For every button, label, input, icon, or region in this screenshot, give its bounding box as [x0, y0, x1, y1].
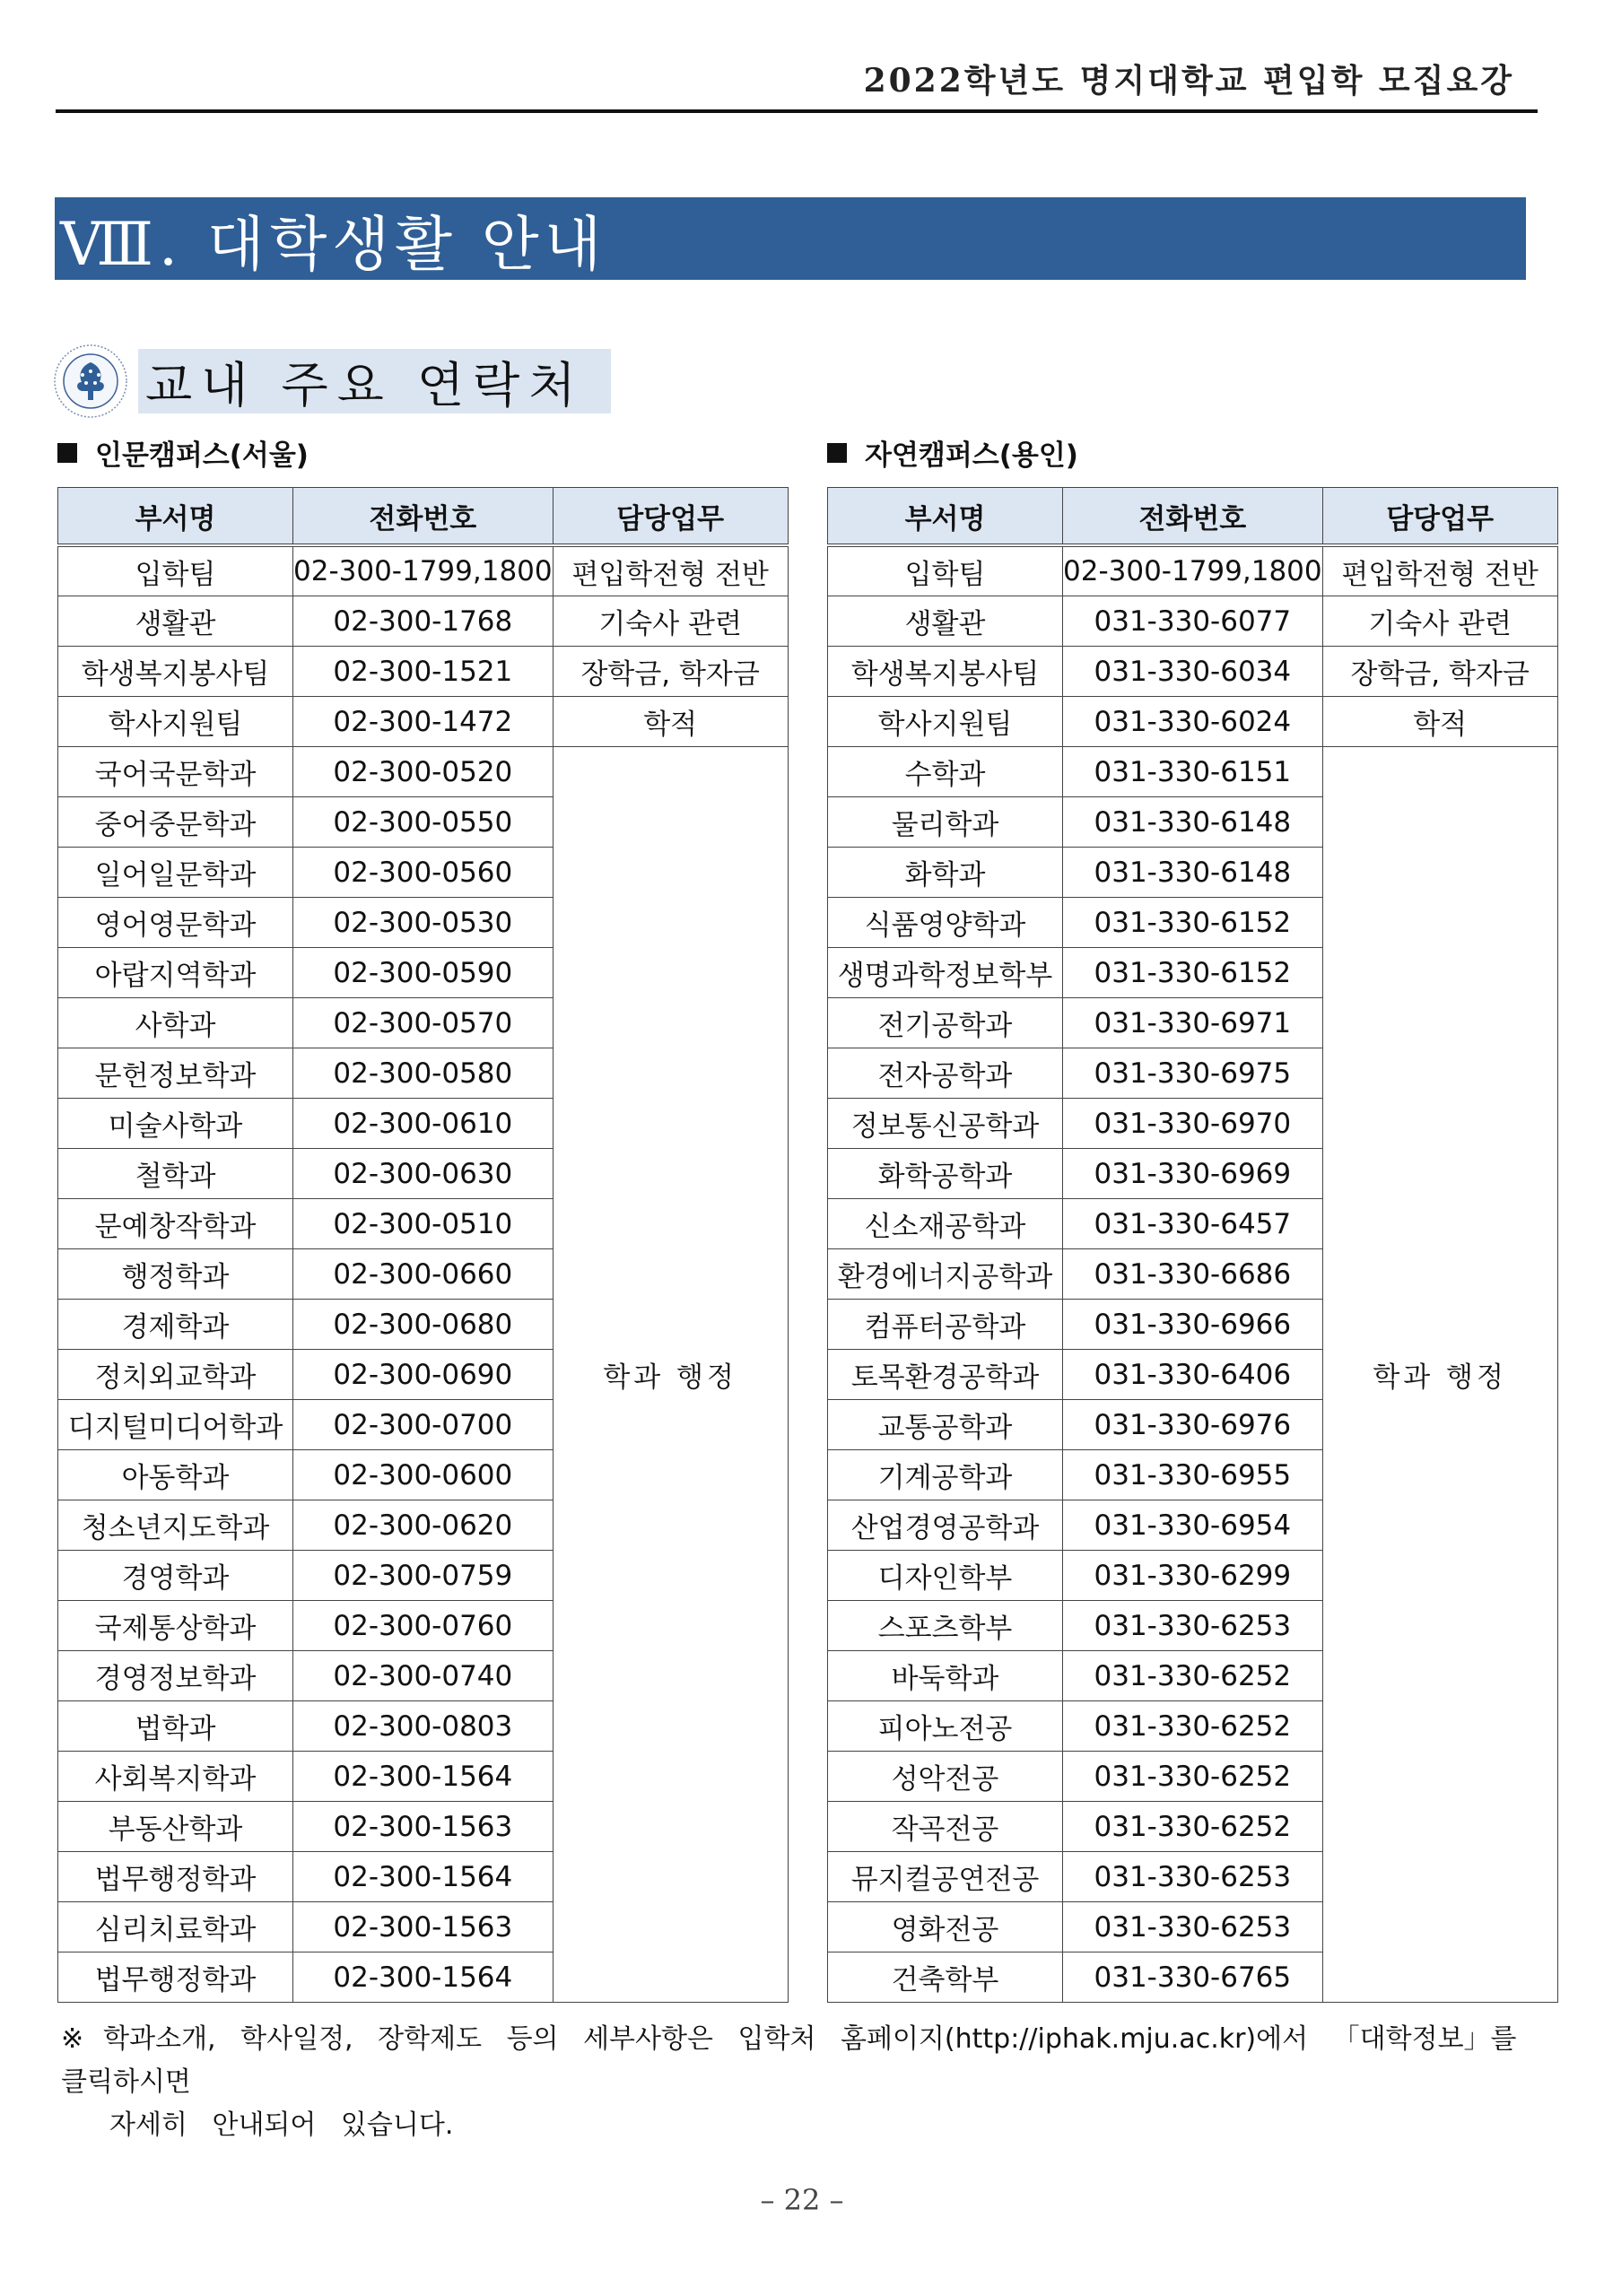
phone-cell: 031-330-6151: [1063, 747, 1323, 797]
phone-cell: 02-300-0680: [293, 1300, 554, 1350]
phone-cell: 02-300-0740: [293, 1651, 554, 1701]
phone-cell: 031-330-6954: [1063, 1500, 1323, 1551]
phone-cell: 031-330-6152: [1063, 948, 1323, 998]
dept-cell: 법무행정학과: [58, 1952, 293, 2003]
dept-cell: 피아노전공: [828, 1701, 1063, 1752]
duty-cell: 학적: [553, 697, 788, 747]
phone-cell: 031-330-6765: [1063, 1952, 1323, 2003]
header-phone: 전화번호: [293, 488, 554, 546]
phone-cell: 031-330-6253: [1063, 1852, 1323, 1902]
footnote-line-1: 학과소개, 학사일정, 장학제도 등의 세부사항은 입학처 홈페이지(http://iphak.mju.ac.kr)에서 「대학정보」를 클릭하시면: [61, 2023, 1517, 2098]
phone-cell: 02-300-1799,1800: [293, 545, 554, 596]
dept-cell: 경영정보학과: [58, 1651, 293, 1701]
dept-cell: 신소재공학과: [828, 1199, 1063, 1249]
chapter-banner: [55, 197, 1526, 280]
phone-cell: 02-300-0620: [293, 1500, 554, 1551]
header-dept: 부서명: [828, 488, 1063, 546]
section-heading: [52, 343, 611, 420]
dept-cell: 학생복지봉사팀: [828, 647, 1063, 697]
table-row: [58, 747, 789, 797]
dept-cell: 사회복지학과: [58, 1752, 293, 1802]
header-dept: 부서명: [58, 488, 293, 546]
phone-cell: 02-300-0759: [293, 1551, 554, 1601]
dept-cell: 문예창작학과: [58, 1199, 293, 1249]
table-row: [58, 647, 789, 697]
phone-cell: 02-300-1799,1800: [1063, 545, 1323, 596]
duty-cell: 편입학전형 전반: [1322, 545, 1557, 596]
dept-cell: 컴퓨터공학과: [828, 1300, 1063, 1350]
dept-cell: 디자인학부: [828, 1551, 1063, 1601]
table-row: [58, 697, 789, 747]
dept-cell: 국제통상학과: [58, 1601, 293, 1651]
header-duty: 담당업무: [553, 488, 788, 546]
phone-cell: 02-300-0610: [293, 1099, 554, 1149]
dept-cell: 법무행정학과: [58, 1852, 293, 1902]
dept-cell: 미술사학과: [58, 1099, 293, 1149]
phone-cell: 02-300-0590: [293, 948, 554, 998]
dept-cell: 법학과: [58, 1701, 293, 1752]
phone-cell: 02-300-0510: [293, 1199, 554, 1249]
dept-cell: 철학과: [58, 1149, 293, 1199]
section-title: 교내 주요 연락처: [138, 349, 611, 413]
phone-cell: 031-330-6976: [1063, 1400, 1323, 1450]
footnote-line-2: 자세히 안내되어 있습니다.: [109, 2109, 454, 2141]
dept-cell: 교통공학과: [828, 1400, 1063, 1450]
table-row: [828, 647, 1558, 697]
phone-cell: 031-330-6077: [1063, 596, 1323, 647]
yongin-campus-label: [827, 432, 1078, 473]
phone-cell: 02-300-1564: [293, 1852, 554, 1902]
dept-cell: 아랍지역학과: [58, 948, 293, 998]
dept-cell: 국어국문학과: [58, 747, 293, 797]
dept-cell: 성악전공: [828, 1752, 1063, 1802]
square-bullet-icon: [57, 443, 77, 463]
phone-cell: 02-300-0660: [293, 1249, 554, 1300]
dept-cell: 사학과: [58, 998, 293, 1048]
phone-cell: 02-300-0803: [293, 1701, 554, 1752]
dept-cell: 일어일문학과: [58, 848, 293, 898]
dept-cell: 입학팀: [828, 545, 1063, 596]
phone-cell: 031-330-6034: [1063, 647, 1323, 697]
dept-cell: 바둑학과: [828, 1651, 1063, 1701]
header-duty: 담당업무: [1322, 488, 1557, 546]
phone-cell: 031-330-6686: [1063, 1249, 1323, 1300]
phone-cell: 02-300-1564: [293, 1952, 554, 2003]
yongin-contacts-table: [827, 487, 1558, 2003]
header-phone: 전화번호: [1063, 488, 1323, 546]
table-row: [828, 596, 1558, 647]
dept-cell: 작곡전공: [828, 1802, 1063, 1852]
phone-cell: 02-300-0700: [293, 1400, 554, 1450]
dept-cell: 중어중문학과: [58, 797, 293, 848]
dept-cell: 부동산학과: [58, 1802, 293, 1852]
seoul-table-body: [58, 545, 789, 2003]
table-row: [58, 596, 789, 647]
dept-cell: 토목환경공학과: [828, 1350, 1063, 1400]
phone-cell: 031-330-6152: [1063, 898, 1323, 948]
yongin-table-body: [828, 545, 1558, 2003]
dept-cell: 뮤지컬공연전공: [828, 1852, 1063, 1902]
phone-cell: 02-300-1563: [293, 1902, 554, 1952]
phone-cell: 02-300-1472: [293, 697, 554, 747]
phone-cell: 02-300-1521: [293, 647, 554, 697]
phone-cell: 031-330-6148: [1063, 848, 1323, 898]
table-row: [58, 545, 789, 596]
dept-cell: 심리치료학과: [58, 1902, 293, 1952]
dept-cell: 건축학부: [828, 1952, 1063, 2003]
dept-cell: 디지털미디어학과: [58, 1400, 293, 1450]
phone-cell: 031-330-6253: [1063, 1601, 1323, 1651]
dept-cell: 영화전공: [828, 1902, 1063, 1952]
page-number: – 22 –: [760, 2183, 844, 2217]
phone-cell: 02-300-0520: [293, 747, 554, 797]
phone-cell: 031-330-6971: [1063, 998, 1323, 1048]
footnote: [61, 2018, 1541, 2147]
phone-cell: 031-330-6252: [1063, 1802, 1323, 1852]
phone-cell: 031-330-6299: [1063, 1551, 1323, 1601]
phone-cell: 02-300-1768: [293, 596, 554, 647]
table-row: [828, 747, 1558, 797]
dept-cell: 생활관: [58, 596, 293, 647]
phone-cell: 02-300-0760: [293, 1601, 554, 1651]
duty-cell: 기숙사 관련: [1322, 596, 1557, 647]
dept-cell: 식품영양학과: [828, 898, 1063, 948]
duty-cell: 장학금, 학자금: [1322, 647, 1557, 697]
dept-cell: 화학공학과: [828, 1149, 1063, 1199]
dept-cell: 생명과학정보학부: [828, 948, 1063, 998]
seoul-campus-label: [57, 432, 309, 473]
table-row: [828, 697, 1558, 747]
merged-duty-cell: 학과 행정: [1322, 747, 1557, 2003]
dept-cell: 생활관: [828, 596, 1063, 647]
table-header-row: [58, 488, 789, 546]
phone-cell: 031-330-6406: [1063, 1350, 1323, 1400]
phone-cell: 02-300-1564: [293, 1752, 554, 1802]
phone-cell: 02-300-0560: [293, 848, 554, 898]
dept-cell: 환경에너지공학과: [828, 1249, 1063, 1300]
phone-cell: 031-330-6970: [1063, 1099, 1323, 1149]
dept-cell: 스포츠학부: [828, 1601, 1063, 1651]
seoul-campus-label-text: 인문캠퍼스(서울): [95, 439, 309, 472]
phone-cell: 031-330-6975: [1063, 1048, 1323, 1099]
running-header: 2022학년도 명지대학교 편입학 모집요강: [863, 62, 1514, 100]
duty-cell: 장학금, 학자금: [553, 647, 788, 697]
header-rule: [56, 109, 1538, 113]
phone-cell: 031-330-6024: [1063, 697, 1323, 747]
phone-cell: 031-330-6148: [1063, 797, 1323, 848]
phone-cell: 031-330-6252: [1063, 1752, 1323, 1802]
phone-cell: 02-300-0630: [293, 1149, 554, 1199]
table-row: [828, 545, 1558, 596]
phone-cell: 031-330-6969: [1063, 1149, 1323, 1199]
dept-cell: 화학과: [828, 848, 1063, 898]
square-bullet-icon: [827, 443, 847, 463]
dept-cell: 입학팀: [58, 545, 293, 596]
phone-cell: 02-300-0690: [293, 1350, 554, 1400]
phone-cell: 02-300-0600: [293, 1450, 554, 1500]
reference-mark: ※: [61, 2023, 84, 2055]
dept-cell: 경제학과: [58, 1300, 293, 1350]
dept-cell: 정보통신공학과: [828, 1099, 1063, 1149]
seoul-contacts-table: [57, 487, 789, 2003]
dept-cell: 산업경영공학과: [828, 1500, 1063, 1551]
phone-cell: 031-330-6252: [1063, 1701, 1323, 1752]
dept-cell: 정치외교학과: [58, 1350, 293, 1400]
dept-cell: 행정학과: [58, 1249, 293, 1300]
yongin-campus-label-text: 자연캠퍼스(용인): [865, 439, 1078, 472]
phone-cell: 02-300-0530: [293, 898, 554, 948]
dept-cell: 영어영문학과: [58, 898, 293, 948]
merged-duty-cell: 학과 행정: [553, 747, 788, 2003]
chapter-title: Ⅷ. 대학생활 안내: [60, 209, 607, 279]
phone-cell: 02-300-1563: [293, 1802, 554, 1852]
phone-cell: 031-330-6253: [1063, 1902, 1323, 1952]
duty-cell: 학적: [1322, 697, 1557, 747]
phone-cell: 031-330-6457: [1063, 1199, 1323, 1249]
phone-cell: 031-330-6955: [1063, 1450, 1323, 1500]
dept-cell: 경영학과: [58, 1551, 293, 1601]
dept-cell: 물리학과: [828, 797, 1063, 848]
phone-cell: 031-330-6252: [1063, 1651, 1323, 1701]
phone-cell: 02-300-0580: [293, 1048, 554, 1099]
duty-cell: 기숙사 관련: [553, 596, 788, 647]
dept-cell: 학사지원팀: [58, 697, 293, 747]
table-header-row: [828, 488, 1558, 546]
dept-cell: 청소년지도학과: [58, 1500, 293, 1551]
phone-cell: 031-330-6966: [1063, 1300, 1323, 1350]
phone-cell: 02-300-0570: [293, 998, 554, 1048]
dept-cell: 수학과: [828, 747, 1063, 797]
duty-cell: 편입학전형 전반: [553, 545, 788, 596]
dept-cell: 전자공학과: [828, 1048, 1063, 1099]
dept-cell: 아동학과: [58, 1450, 293, 1500]
dept-cell: 학사지원팀: [828, 697, 1063, 747]
phone-cell: 02-300-0550: [293, 797, 554, 848]
dept-cell: 기계공학과: [828, 1450, 1063, 1500]
dept-cell: 전기공학과: [828, 998, 1063, 1048]
dept-cell: 학생복지봉사팀: [58, 647, 293, 697]
university-seal-icon: [52, 343, 129, 420]
dept-cell: 문헌정보학과: [58, 1048, 293, 1099]
